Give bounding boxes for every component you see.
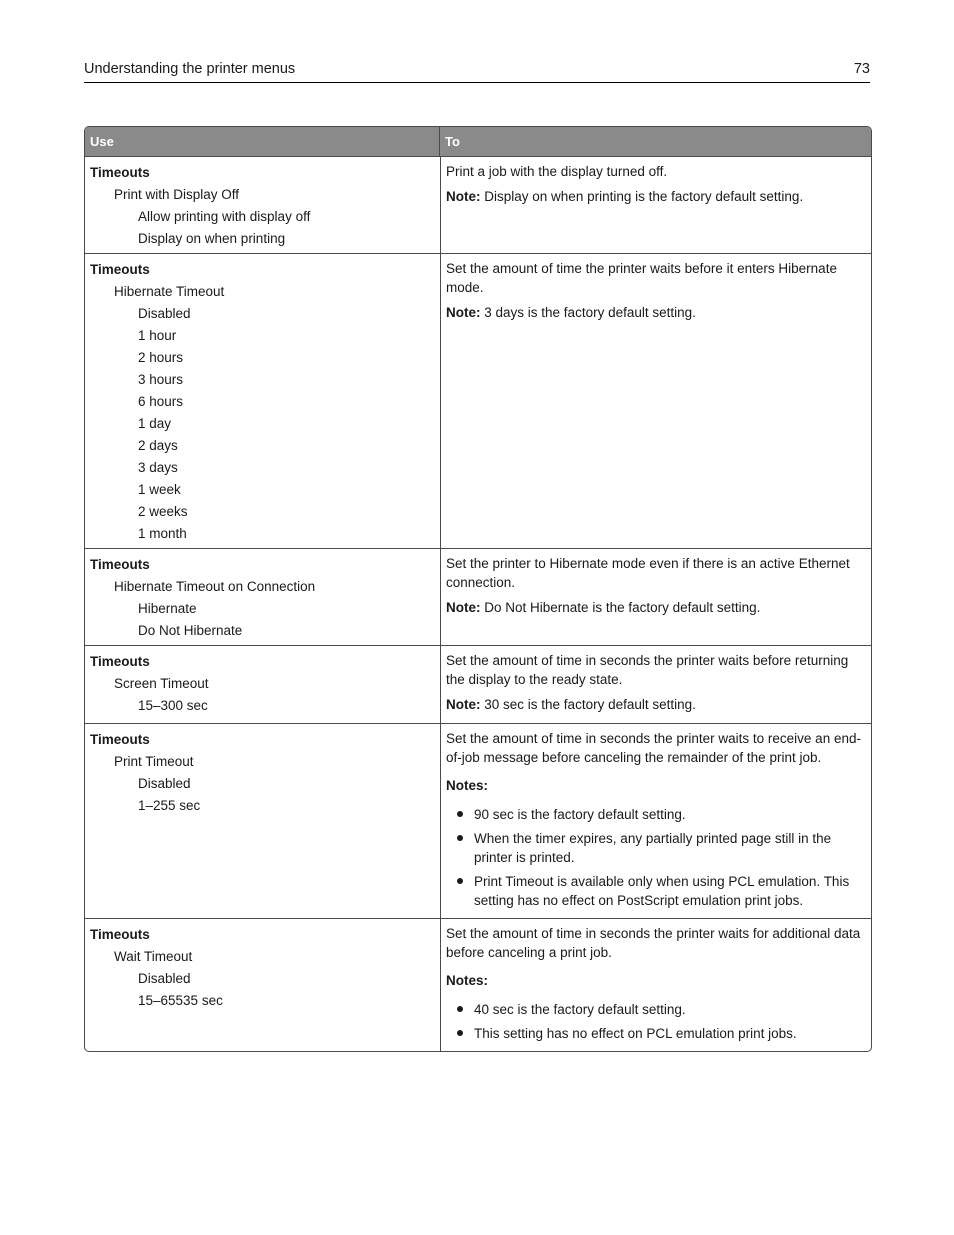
menu-setting: Print with Display Off (114, 187, 240, 202)
bullet-icon (457, 1006, 463, 1012)
to-cell (441, 919, 871, 1051)
page-header (84, 58, 870, 83)
bullet-icon (457, 811, 463, 817)
note-text: Do Not Hibernate is the factory default setting. (484, 600, 761, 615)
list-item (446, 872, 866, 910)
note-text: This setting has no effect on PCL emulation print jobs. (474, 1026, 797, 1041)
menu-category: Timeouts (90, 732, 150, 747)
to-cell (441, 549, 871, 645)
section-title: Understanding the printer menus (84, 61, 296, 77)
menu-option: Allow printing with display off (138, 209, 311, 224)
note-label: Note: (446, 697, 481, 712)
table-row (85, 253, 871, 548)
setting-description: Set the amount of time in seconds the printer waits for additional data before canceling a print job. (446, 926, 861, 960)
note-text: When the timer expires, any partially printed page still in the printer is printed. (474, 831, 832, 865)
use-cell (85, 919, 441, 1051)
menu-option: Display on when printing (138, 231, 286, 246)
note-text: 90 sec is the factory default setting. (474, 807, 686, 822)
setting-description: Print a job with the display turned off. (446, 164, 668, 179)
menu-setting: Wait Timeout (114, 949, 193, 964)
menu-option: Hibernate (138, 601, 197, 616)
menu-category: Timeouts (90, 654, 150, 669)
use-cell (85, 254, 441, 548)
notes-label: Notes: (446, 973, 489, 988)
menu-option: 3 hours (138, 372, 184, 387)
setting-note (446, 187, 866, 206)
column-header-to: To (445, 134, 460, 149)
note-label: Note: (446, 600, 481, 615)
setting-note (446, 598, 866, 617)
to-cell (441, 254, 871, 548)
menu-option: 1–255 sec (138, 798, 201, 813)
table-row (85, 645, 871, 723)
to-cell (441, 646, 871, 723)
menu-category: Timeouts (90, 165, 150, 180)
setting-description: Set the amount of time in seconds the printer waits before returning the display to the ready state. (446, 653, 849, 687)
menu-option: Disabled (138, 306, 191, 321)
list-item (446, 805, 866, 824)
menu-setting: Screen Timeout (114, 676, 209, 691)
table-header (85, 127, 871, 157)
menu-option: 6 hours (138, 394, 184, 409)
menu-option: Disabled (138, 776, 191, 791)
to-cell (441, 157, 871, 253)
bullet-icon (457, 1030, 463, 1036)
menu-option: 1 day (138, 416, 172, 431)
list-item (446, 1024, 866, 1043)
list-item (446, 829, 866, 867)
menu-category: Timeouts (90, 557, 150, 572)
notes-label: Notes: (446, 778, 489, 793)
menu-setting: Hibernate Timeout (114, 284, 225, 299)
table-row (85, 157, 871, 253)
note-text: 30 sec is the factory default setting. (484, 697, 696, 712)
table-row (85, 548, 871, 645)
note-text: Print Timeout is available only when using PCL emulation. This setting has no effect on PostScript emulation print jobs. (474, 874, 850, 908)
menu-option: 1 week (138, 482, 181, 497)
table-row (85, 723, 871, 918)
table-row (85, 918, 871, 1051)
notes-list (446, 805, 866, 910)
bullet-icon (457, 835, 463, 841)
list-item (446, 1000, 866, 1019)
to-cell (441, 724, 871, 918)
menu-option: 2 hours (138, 350, 184, 365)
note-text: 3 days is the factory default setting. (484, 305, 696, 320)
menu-option: 1 hour (138, 328, 177, 343)
bullet-icon (457, 878, 463, 884)
note-label: Note: (446, 305, 481, 320)
use-cell (85, 157, 441, 253)
menu-option: 2 days (138, 438, 178, 453)
menu-option: 2 weeks (138, 504, 188, 519)
setting-description: Set the printer to Hibernate mode even if there is an active Ethernet connection. (446, 556, 850, 590)
menu-settings-table (84, 126, 872, 1052)
menu-option: 15–300 sec (138, 698, 208, 713)
setting-description: Set the amount of time in seconds the printer waits to receive an end-of-job message before canceling the remainder of the print job. (446, 731, 861, 765)
use-cell (85, 646, 441, 723)
menu-option: 1 month (138, 526, 187, 541)
setting-description: Set the amount of time the printer waits before it enters Hibernate mode. (446, 261, 837, 295)
setting-note (446, 695, 866, 714)
menu-setting: Print Timeout (114, 754, 194, 769)
menu-option: 3 days (138, 460, 178, 475)
note-text: Display on when printing is the factory default setting. (484, 189, 804, 204)
use-cell (85, 549, 441, 645)
use-cell (85, 724, 441, 918)
note-text: 40 sec is the factory default setting. (474, 1002, 686, 1017)
page-number: 73 (853, 61, 870, 77)
menu-category: Timeouts (90, 927, 150, 942)
note-label: Note: (446, 189, 481, 204)
menu-option: Disabled (138, 971, 191, 986)
setting-note (446, 303, 866, 322)
menu-setting: Hibernate Timeout on Connection (114, 579, 316, 594)
notes-list (446, 1000, 866, 1043)
menu-option: Do Not Hibernate (138, 623, 243, 638)
menu-option: 15–65535 sec (138, 993, 223, 1008)
menu-category: Timeouts (90, 262, 150, 277)
column-header-use: Use (85, 127, 440, 156)
